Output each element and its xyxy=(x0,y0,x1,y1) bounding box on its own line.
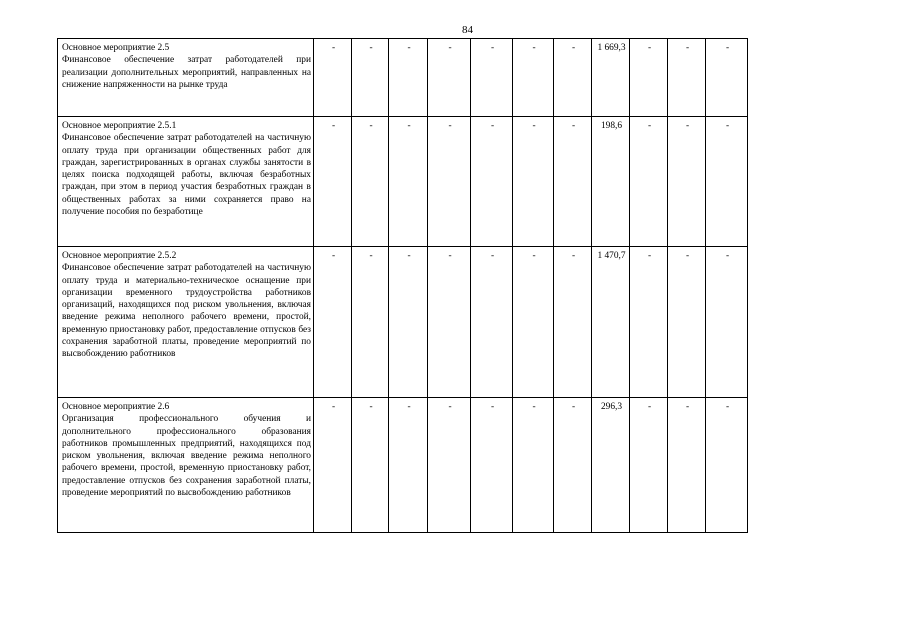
value-cell: - xyxy=(668,39,706,117)
value-cell: - xyxy=(389,117,428,247)
value-cell: - xyxy=(471,247,513,398)
value-cell: - xyxy=(389,398,428,533)
measure-title: Основное мероприятие 2.5.1 xyxy=(62,121,177,131)
value-cell: - xyxy=(352,39,389,117)
value-cell: - xyxy=(314,117,352,247)
amount-value: 296,3 xyxy=(600,402,623,412)
value-cell: - xyxy=(668,398,706,533)
value-cell: - xyxy=(352,247,389,398)
value-cell: - xyxy=(630,398,668,533)
measure-description xyxy=(58,117,314,247)
value-cell: - xyxy=(554,117,592,247)
table-row xyxy=(58,117,748,247)
table-row xyxy=(58,247,748,398)
amount-value: 198,6 xyxy=(600,121,623,131)
value-cell: - xyxy=(389,39,428,117)
measure-text: Организация профессионального обучения и дополнительного профессионального образования работников промышленных предприятий, находящихся под риском увольнения, включая введение режима неполного рабочего времени, простой, временную приостановку работ, предоставление отпусков без сохранения заработной платы, проведение мероприятий по высвобождению работников xyxy=(62,414,311,499)
amount-value: 1 470,7 xyxy=(597,251,626,261)
value-cell xyxy=(592,117,630,247)
measure-text: Финансовое обеспечение затрат работодателей на частичную оплату труда и материально-техническое оснащение при организации временного трудоустройства работников организаций, находящихся под риском увольнения, включая введение режима неполного рабочего времени, простой, временную приостановку работ, предоставление отпусков без сохранения заработной платы, проведение мероприятий по высвобождению работников xyxy=(62,263,311,360)
table-row xyxy=(58,39,748,117)
value-cell: - xyxy=(428,247,471,398)
value-cell: - xyxy=(630,247,668,398)
measure-description xyxy=(58,39,314,117)
table-row xyxy=(58,398,748,533)
value-cell: - xyxy=(428,398,471,533)
measure-title: Основное мероприятие 2.5 xyxy=(62,43,170,53)
value-cell: - xyxy=(554,398,592,533)
value-cell xyxy=(592,39,630,117)
value-cell: - xyxy=(428,117,471,247)
value-cell: - xyxy=(314,398,352,533)
value-cell: - xyxy=(554,247,592,398)
value-cell: - xyxy=(428,39,471,117)
value-cell: - xyxy=(471,117,513,247)
value-cell: - xyxy=(706,398,748,533)
value-cell: - xyxy=(706,39,748,117)
value-cell: - xyxy=(554,39,592,117)
value-cell: - xyxy=(630,117,668,247)
program-table xyxy=(57,38,748,533)
measure-title: Основное мероприятие 2.6 xyxy=(62,402,170,412)
value-cell: - xyxy=(471,39,513,117)
measure-text: Финансовое обеспечение затрат работодателей при реализации дополнительных мероприятий, направленных на снижение напряженности на рынке труда xyxy=(62,55,311,90)
value-cell: - xyxy=(706,247,748,398)
value-cell: - xyxy=(389,247,428,398)
value-cell: - xyxy=(668,117,706,247)
amount-value: 1 669,3 xyxy=(597,43,626,53)
value-cell: - xyxy=(668,247,706,398)
value-cell: - xyxy=(513,398,554,533)
value-cell: - xyxy=(630,39,668,117)
value-cell: - xyxy=(513,39,554,117)
value-cell xyxy=(592,247,630,398)
measure-description xyxy=(58,398,314,533)
value-cell: - xyxy=(352,117,389,247)
value-cell xyxy=(592,398,630,533)
value-cell: - xyxy=(706,117,748,247)
value-cell: - xyxy=(513,247,554,398)
value-cell: - xyxy=(513,117,554,247)
page-number: 84 xyxy=(462,24,473,36)
measure-title: Основное мероприятие 2.5.2 xyxy=(62,251,177,261)
value-cell: - xyxy=(314,247,352,398)
measure-description xyxy=(58,247,314,398)
value-cell: - xyxy=(314,39,352,117)
measure-text: Финансовое обеспечение затрат работодателей на частичную оплату труда при организации общественных работ для граждан, зарегистрированных в органах службы занятости в целях поиска подходящей работы, включая безработных граждан, при этом в период участия безработных граждан в общественных работах за ними сохраняется право на получение пособия по безработице xyxy=(62,133,311,218)
value-cell: - xyxy=(471,398,513,533)
value-cell: - xyxy=(352,398,389,533)
